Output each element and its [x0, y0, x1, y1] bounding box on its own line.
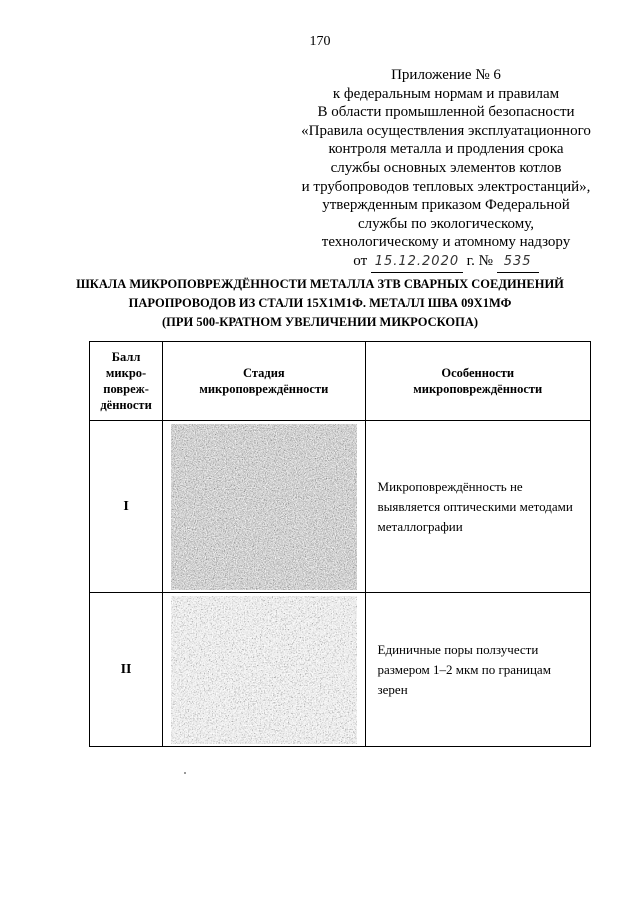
- header-score-line: повреж-: [103, 382, 149, 396]
- appendix-line: контроля металла и продления срока: [328, 141, 564, 158]
- header-score-line: дённости: [100, 398, 152, 412]
- header-stage-line: Стадия: [242, 366, 285, 380]
- appendix-line: Приложение № 6: [391, 67, 501, 83]
- appendix-line: технологическому и атомному надзору: [321, 234, 571, 251]
- micrograph-image-1: [171, 424, 357, 590]
- header-score: [90, 342, 163, 421]
- table-row: [90, 593, 591, 747]
- micrograph-image-2: [171, 596, 357, 744]
- microdamage-scale-table: [89, 341, 591, 747]
- features-cell: Микроповреждённость не выявляется оптическими методами металлографии: [365, 421, 590, 593]
- date-prefix: от: [353, 252, 368, 269]
- document-title: [60, 275, 580, 332]
- table-header-row: [90, 342, 591, 421]
- micrograph-cell: [163, 593, 365, 747]
- title-line: ПАРОПРОВОДОВ ИЗ СТАЛИ 15Х1М1Ф. МЕТАЛЛ ШВА 09Х1МФ: [128, 296, 512, 310]
- appendix-line: службы основных элементов котлов: [330, 159, 562, 176]
- header-features-line: микроповреждённости: [413, 382, 543, 396]
- header-features: [365, 342, 590, 421]
- table-row: [90, 421, 591, 593]
- scan-artifact: [184, 772, 186, 774]
- appendix-line: утвержденным приказом Федеральной: [322, 197, 570, 214]
- appendix-line: и трубопроводов тепловых электростанций»,: [301, 178, 591, 195]
- appendix-line: «Правила осуществления эксплуатационного: [301, 122, 591, 139]
- title-line: (ПРИ 500-КРАТНОМ УВЕЛИЧЕНИИ МИКРОСКОПА): [162, 315, 478, 329]
- header-stage-line: микроповреждённости: [199, 382, 329, 396]
- score-cell: I: [90, 421, 163, 593]
- appendix-header: [300, 66, 592, 273]
- header-features-line: Особенности: [441, 366, 515, 380]
- score-cell: II: [90, 593, 163, 747]
- header-score-line: микро-: [105, 366, 147, 380]
- appendix-line: службы по экологическому,: [358, 215, 534, 232]
- title-line: ШКАЛА МИКРОПОВРЕЖДЁННОСТИ МЕТАЛЛА ЗТВ СВАРНЫХ СОЕДИНЕНИЙ: [76, 277, 564, 291]
- appendix-line: к федеральным нормам и правилам: [332, 85, 560, 102]
- header-stage: [163, 342, 365, 421]
- page-number: 170: [309, 34, 331, 49]
- number-prefix: г. №: [466, 252, 493, 269]
- header-score-line: Балл: [111, 350, 141, 364]
- order-number: 535: [497, 253, 539, 273]
- appendix-line: В области промышленной безопасности: [317, 104, 575, 121]
- order-date: 15.12.2020: [371, 253, 463, 273]
- order-date-line: [300, 252, 592, 273]
- features-cell: Единичные поры ползучести размером 1–2 мкм по границам зерен: [365, 593, 590, 747]
- micrograph-cell: [163, 421, 365, 593]
